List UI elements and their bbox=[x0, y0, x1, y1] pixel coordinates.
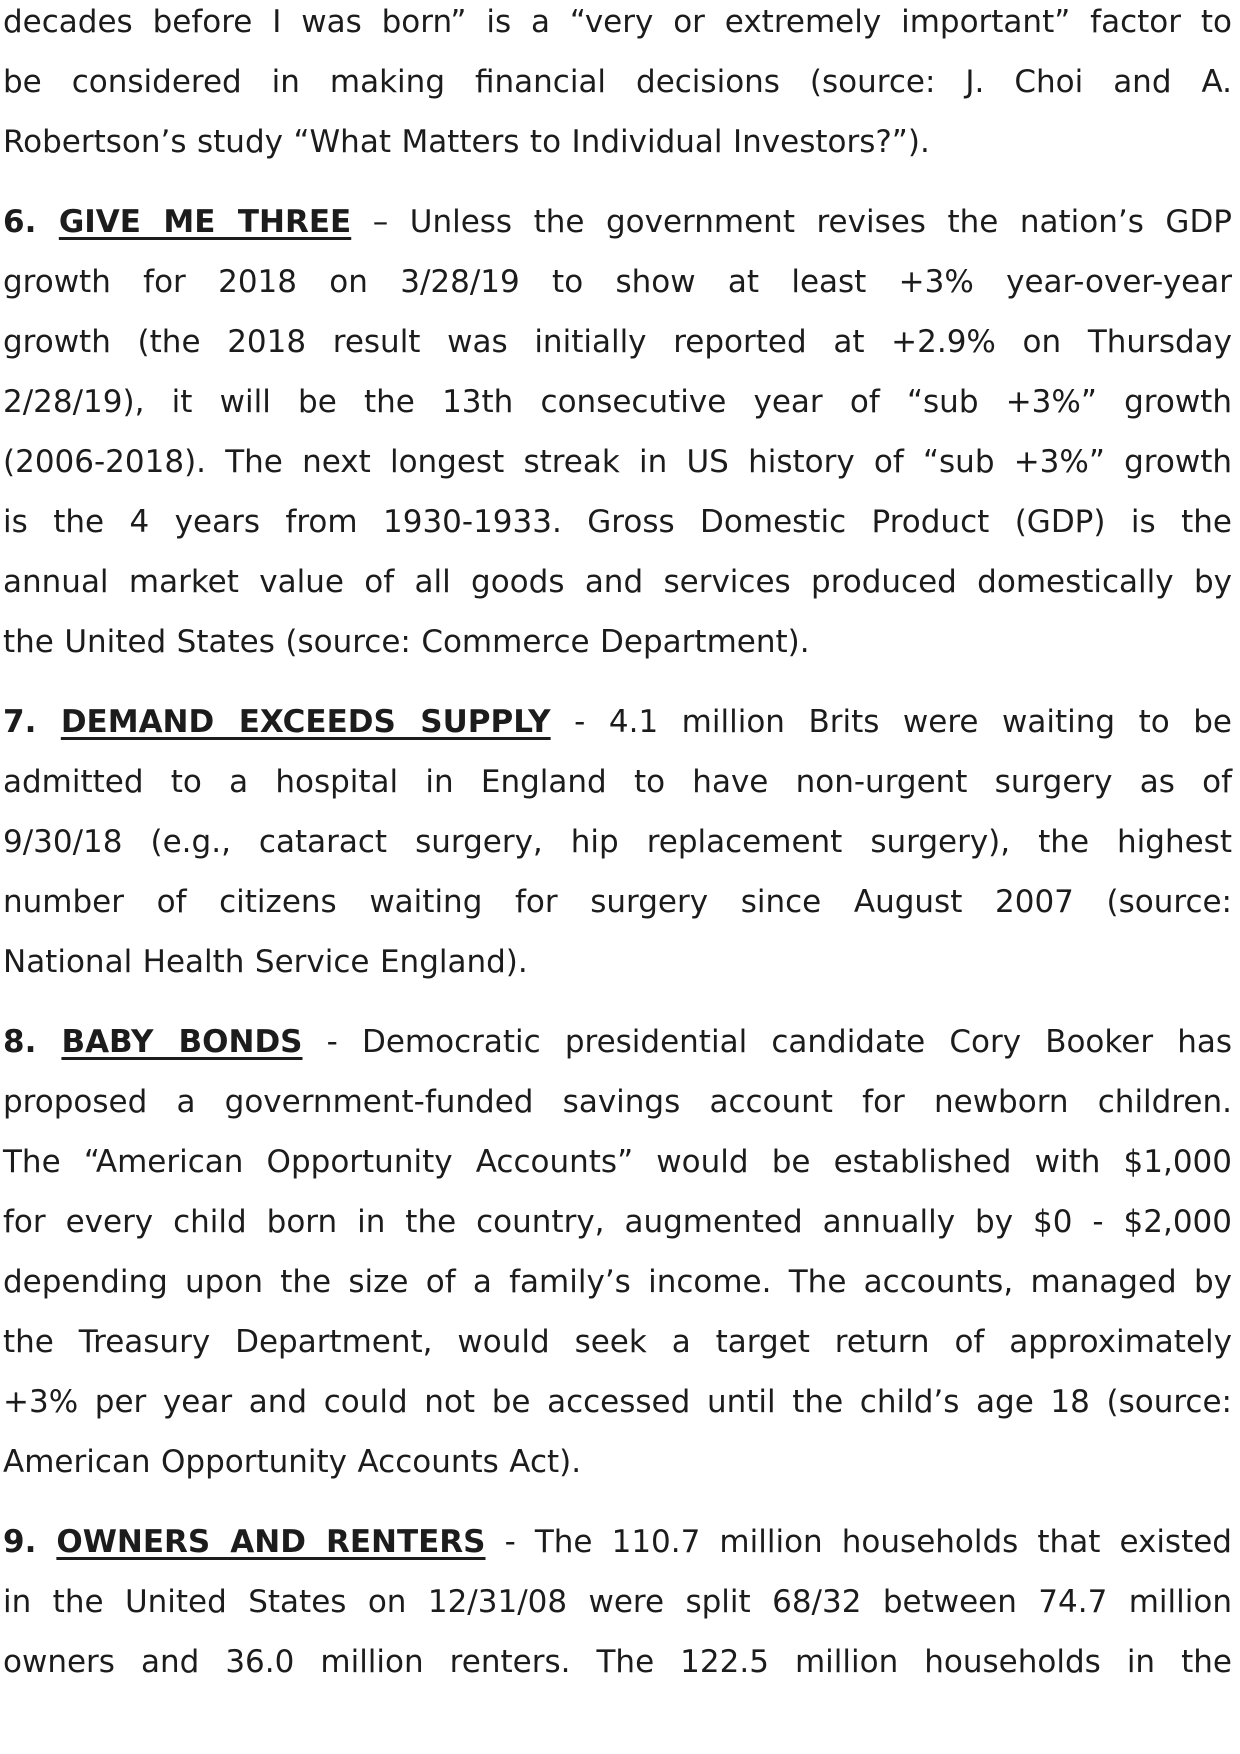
body-text: for every child born in the country, augmented annually by $0 - $2,000 bbox=[3, 1204, 1232, 1240]
body-text: – Unless the government revises the nation’s GDP bbox=[351, 204, 1233, 240]
body-text: 9/30/18 (e.g., cataract surgery, hip replacement surgery), the highest bbox=[3, 824, 1232, 860]
text-line bbox=[3, 1072, 1232, 1132]
body-text: 9. bbox=[3, 1524, 57, 1560]
body-text: Robertson’s study “What Matters to Individual Investors?”). bbox=[3, 124, 930, 160]
text-line bbox=[3, 1012, 1232, 1072]
text-line bbox=[3, 752, 1232, 812]
text-line bbox=[3, 812, 1232, 872]
section-heading-text: OWNERS AND RENTERS bbox=[56, 1524, 486, 1560]
section-heading-text: GIVE ME THREE bbox=[58, 204, 352, 240]
body-text: - The 110.7 million households that existed bbox=[485, 1524, 1232, 1560]
text-line bbox=[3, 0, 1232, 52]
text-line bbox=[3, 1372, 1232, 1432]
body-text: The “American Opportunity Accounts” would be established with $1,000 bbox=[3, 1144, 1232, 1180]
body-text: in the United States on 12/31/08 were split 68/32 between 74.7 million bbox=[3, 1584, 1232, 1620]
text-line bbox=[3, 552, 1232, 612]
body-text: the Treasury Department, would seek a target return of approximately bbox=[3, 1324, 1232, 1360]
text-line bbox=[3, 1252, 1232, 1312]
text-line bbox=[3, 1432, 1232, 1492]
body-text: - 4.1 million Brits were waiting to be bbox=[550, 704, 1232, 740]
text-line bbox=[3, 252, 1232, 312]
body-text: be considered in making financial decisions (source: J. Choi and A. bbox=[3, 64, 1232, 100]
para-intro-continuation bbox=[3, 0, 1232, 172]
text-line bbox=[3, 432, 1232, 492]
body-text: growth for 2018 on 3/28/19 to show at least +3% year-over-year bbox=[3, 264, 1232, 300]
body-text: admitted to a hospital in England to have non-urgent surgery as of bbox=[3, 764, 1232, 800]
para-8-baby-bonds bbox=[3, 1012, 1232, 1492]
text-line bbox=[3, 1632, 1232, 1692]
text-line bbox=[3, 372, 1232, 432]
body-text: 2/28/19), it will be the 13th consecutive year of “sub +3%” growth bbox=[3, 384, 1232, 420]
body-text: depending upon the size of a family’s income. The accounts, managed by bbox=[3, 1264, 1232, 1300]
section-heading-text: BABY BONDS bbox=[61, 1024, 303, 1060]
body-text: +3% per year and could not be accessed until the child’s age 18 (source: bbox=[3, 1384, 1232, 1420]
body-text: American Opportunity Accounts Act). bbox=[3, 1444, 582, 1480]
text-line bbox=[3, 612, 1232, 672]
text-line bbox=[3, 932, 1232, 992]
body-text: 6. bbox=[3, 204, 59, 240]
section-heading-text: DEMAND EXCEEDS SUPPLY bbox=[60, 704, 551, 740]
text-line bbox=[3, 1132, 1232, 1192]
text-line bbox=[3, 312, 1232, 372]
text-line bbox=[3, 1512, 1232, 1572]
para-7-demand-exceeds-supply bbox=[3, 692, 1232, 992]
body-text: 7. bbox=[3, 704, 61, 740]
text-line bbox=[3, 872, 1232, 932]
text-line bbox=[3, 492, 1232, 552]
body-text: proposed a government-funded savings account for newborn children. bbox=[3, 1084, 1232, 1120]
text-line bbox=[3, 52, 1232, 112]
para-6-give-me-three bbox=[3, 192, 1232, 672]
text-line bbox=[3, 1192, 1232, 1252]
body-text: number of citizens waiting for surgery since August 2007 (source: bbox=[3, 884, 1232, 920]
body-text: National Health Service England). bbox=[3, 944, 528, 980]
body-text: - Democratic presidential candidate Cory Booker has bbox=[302, 1024, 1232, 1060]
body-text: 8. bbox=[3, 1024, 62, 1060]
body-text: growth (the 2018 result was initially reported at +2.9% on Thursday bbox=[3, 324, 1232, 360]
para-9-owners-and-renters bbox=[3, 1512, 1232, 1692]
body-text: (2006-2018). The next longest streak in US history of “sub +3%” growth bbox=[3, 444, 1232, 480]
text-line bbox=[3, 1312, 1232, 1372]
body-text: is the 4 years from 1930-1933. Gross Domestic Product (GDP) is the bbox=[3, 504, 1232, 540]
text-line bbox=[3, 192, 1232, 252]
body-text: owners and 36.0 million renters. The 122.5 million households in the bbox=[3, 1644, 1232, 1680]
text-line bbox=[3, 692, 1232, 752]
body-text: annual market value of all goods and services produced domestically by bbox=[3, 564, 1232, 600]
text-line bbox=[3, 112, 1232, 172]
body-text: decades before I was born” is a “very or extremely important” factor to bbox=[3, 4, 1232, 40]
text-line bbox=[3, 1572, 1232, 1632]
body-text: the United States (source: Commerce Department). bbox=[3, 624, 810, 660]
